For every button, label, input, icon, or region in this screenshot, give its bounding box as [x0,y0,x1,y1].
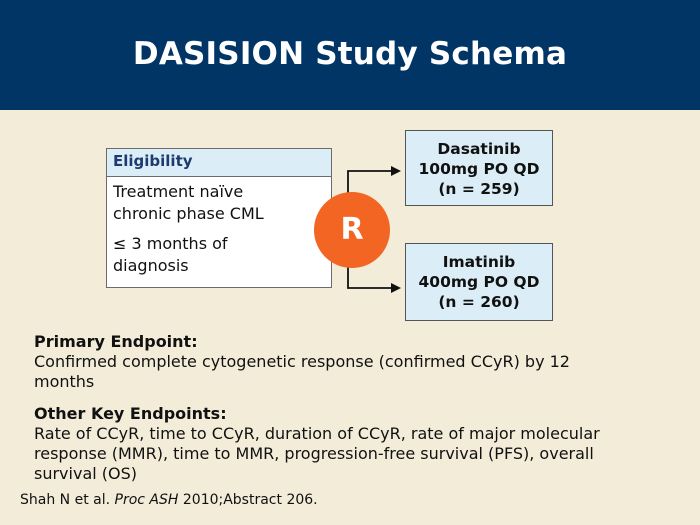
citation-rest: 2010;Abstract 206. [182,492,318,508]
other-endpoints-text: Rate of CCyR, time to CCyR, duration of CCyR, rate of major molecular response (MMR), time to MMR, progression-free survival (PFS), overall survival (OS) [34,424,600,483]
eligibility-line-3: ≤ 3 months of [113,234,228,253]
arm-n: (n = 260) [438,293,520,311]
primary-endpoint-text: Confirmed complete cytogenetic response (confirmed CCyR) by 12 months [34,352,570,391]
arm-drug: Dasatinib [437,140,521,158]
arm-dose: 100mg PO QD [418,160,540,178]
citation-journal: Proc ASH [114,492,179,508]
arrow-to-imatinib [348,266,399,288]
eligibility-line-2: chronic phase CML [113,204,264,223]
randomization-circle: R [314,192,390,268]
primary-endpoint-heading: Primary Endpoint: [34,332,198,351]
citation-authors: Shah N et al. [20,492,111,508]
other-endpoints-heading: Other Key Endpoints: [34,404,227,423]
eligibility-line-1: Treatment naïve [113,182,244,201]
eligibility-title: Eligibility [107,149,331,177]
slide-title: DASISION Study Schema [132,36,568,72]
arm-drug: Imatinib [442,253,516,271]
imatinib-arm-box [405,243,553,321]
endpoints-section [34,332,674,484]
citation [20,492,318,508]
arm-dose: 400mg PO QD [418,273,540,291]
eligibility-line-4: diagnosis [113,256,189,275]
arm-n: (n = 259) [438,180,520,198]
dasatinib-arm-box [405,130,553,206]
arrow-to-dasatinib [348,171,399,194]
